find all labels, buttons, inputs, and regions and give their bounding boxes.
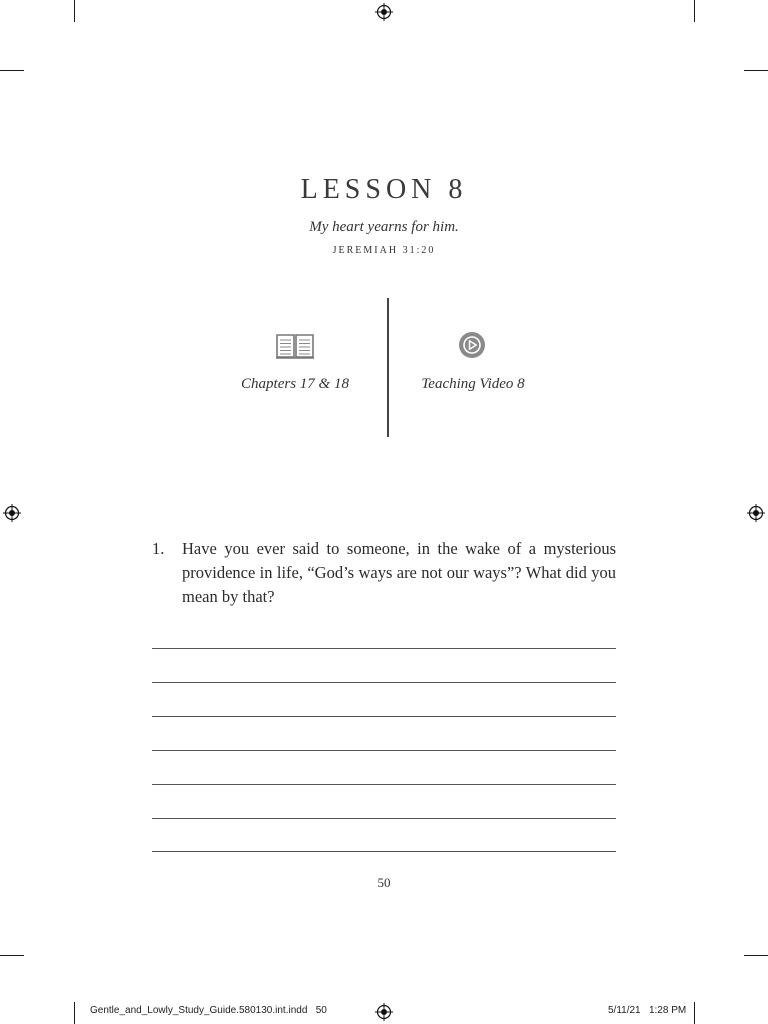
answer-line[interactable] — [152, 648, 616, 649]
play-circle-icon[interactable] — [458, 331, 486, 359]
registration-mark-icon — [375, 3, 393, 21]
answer-line[interactable] — [152, 716, 616, 717]
scripture-reference: JEREMIAH 31:20 — [332, 245, 436, 256]
crop-mark — [0, 70, 24, 71]
question-number: 1. — [152, 539, 165, 558]
reading-assignment-label: Chapters 17 & 18 — [241, 376, 349, 392]
epigraph: My heart yearns for him. — [309, 219, 459, 235]
crop-mark — [74, 1002, 75, 1024]
registration-mark-icon — [375, 1003, 393, 1021]
resource-divider — [387, 298, 389, 437]
open-book-icon — [275, 331, 315, 361]
crop-mark — [0, 955, 24, 956]
page-number: 50 — [377, 875, 391, 890]
question-text: Have you ever said to someone, in the wake of a mysterious providence in life, “God’s ways are not our ways”? What did you mean by that? — [182, 539, 616, 606]
crop-mark — [74, 0, 75, 22]
lesson-title: LESSON 8 — [300, 174, 468, 205]
answer-line[interactable] — [152, 784, 616, 785]
crop-mark — [694, 1002, 695, 1024]
answer-line[interactable] — [152, 750, 616, 751]
teaching-video-label[interactable]: Teaching Video 8 — [421, 376, 525, 392]
answer-line[interactable] — [152, 851, 616, 852]
registration-mark-icon — [747, 504, 765, 522]
answer-line[interactable] — [152, 682, 616, 683]
crop-mark — [744, 70, 768, 71]
answer-line[interactable] — [152, 818, 616, 819]
registration-mark-icon — [3, 504, 21, 522]
crop-mark — [744, 955, 768, 956]
slug-filename: Gentle_and_Lowly_Study_Guide.580130.int.indd 50 — [90, 1005, 327, 1016]
crop-mark — [694, 0, 695, 22]
slug-date-time: 5/11/21 1:28 PM — [608, 1005, 687, 1016]
